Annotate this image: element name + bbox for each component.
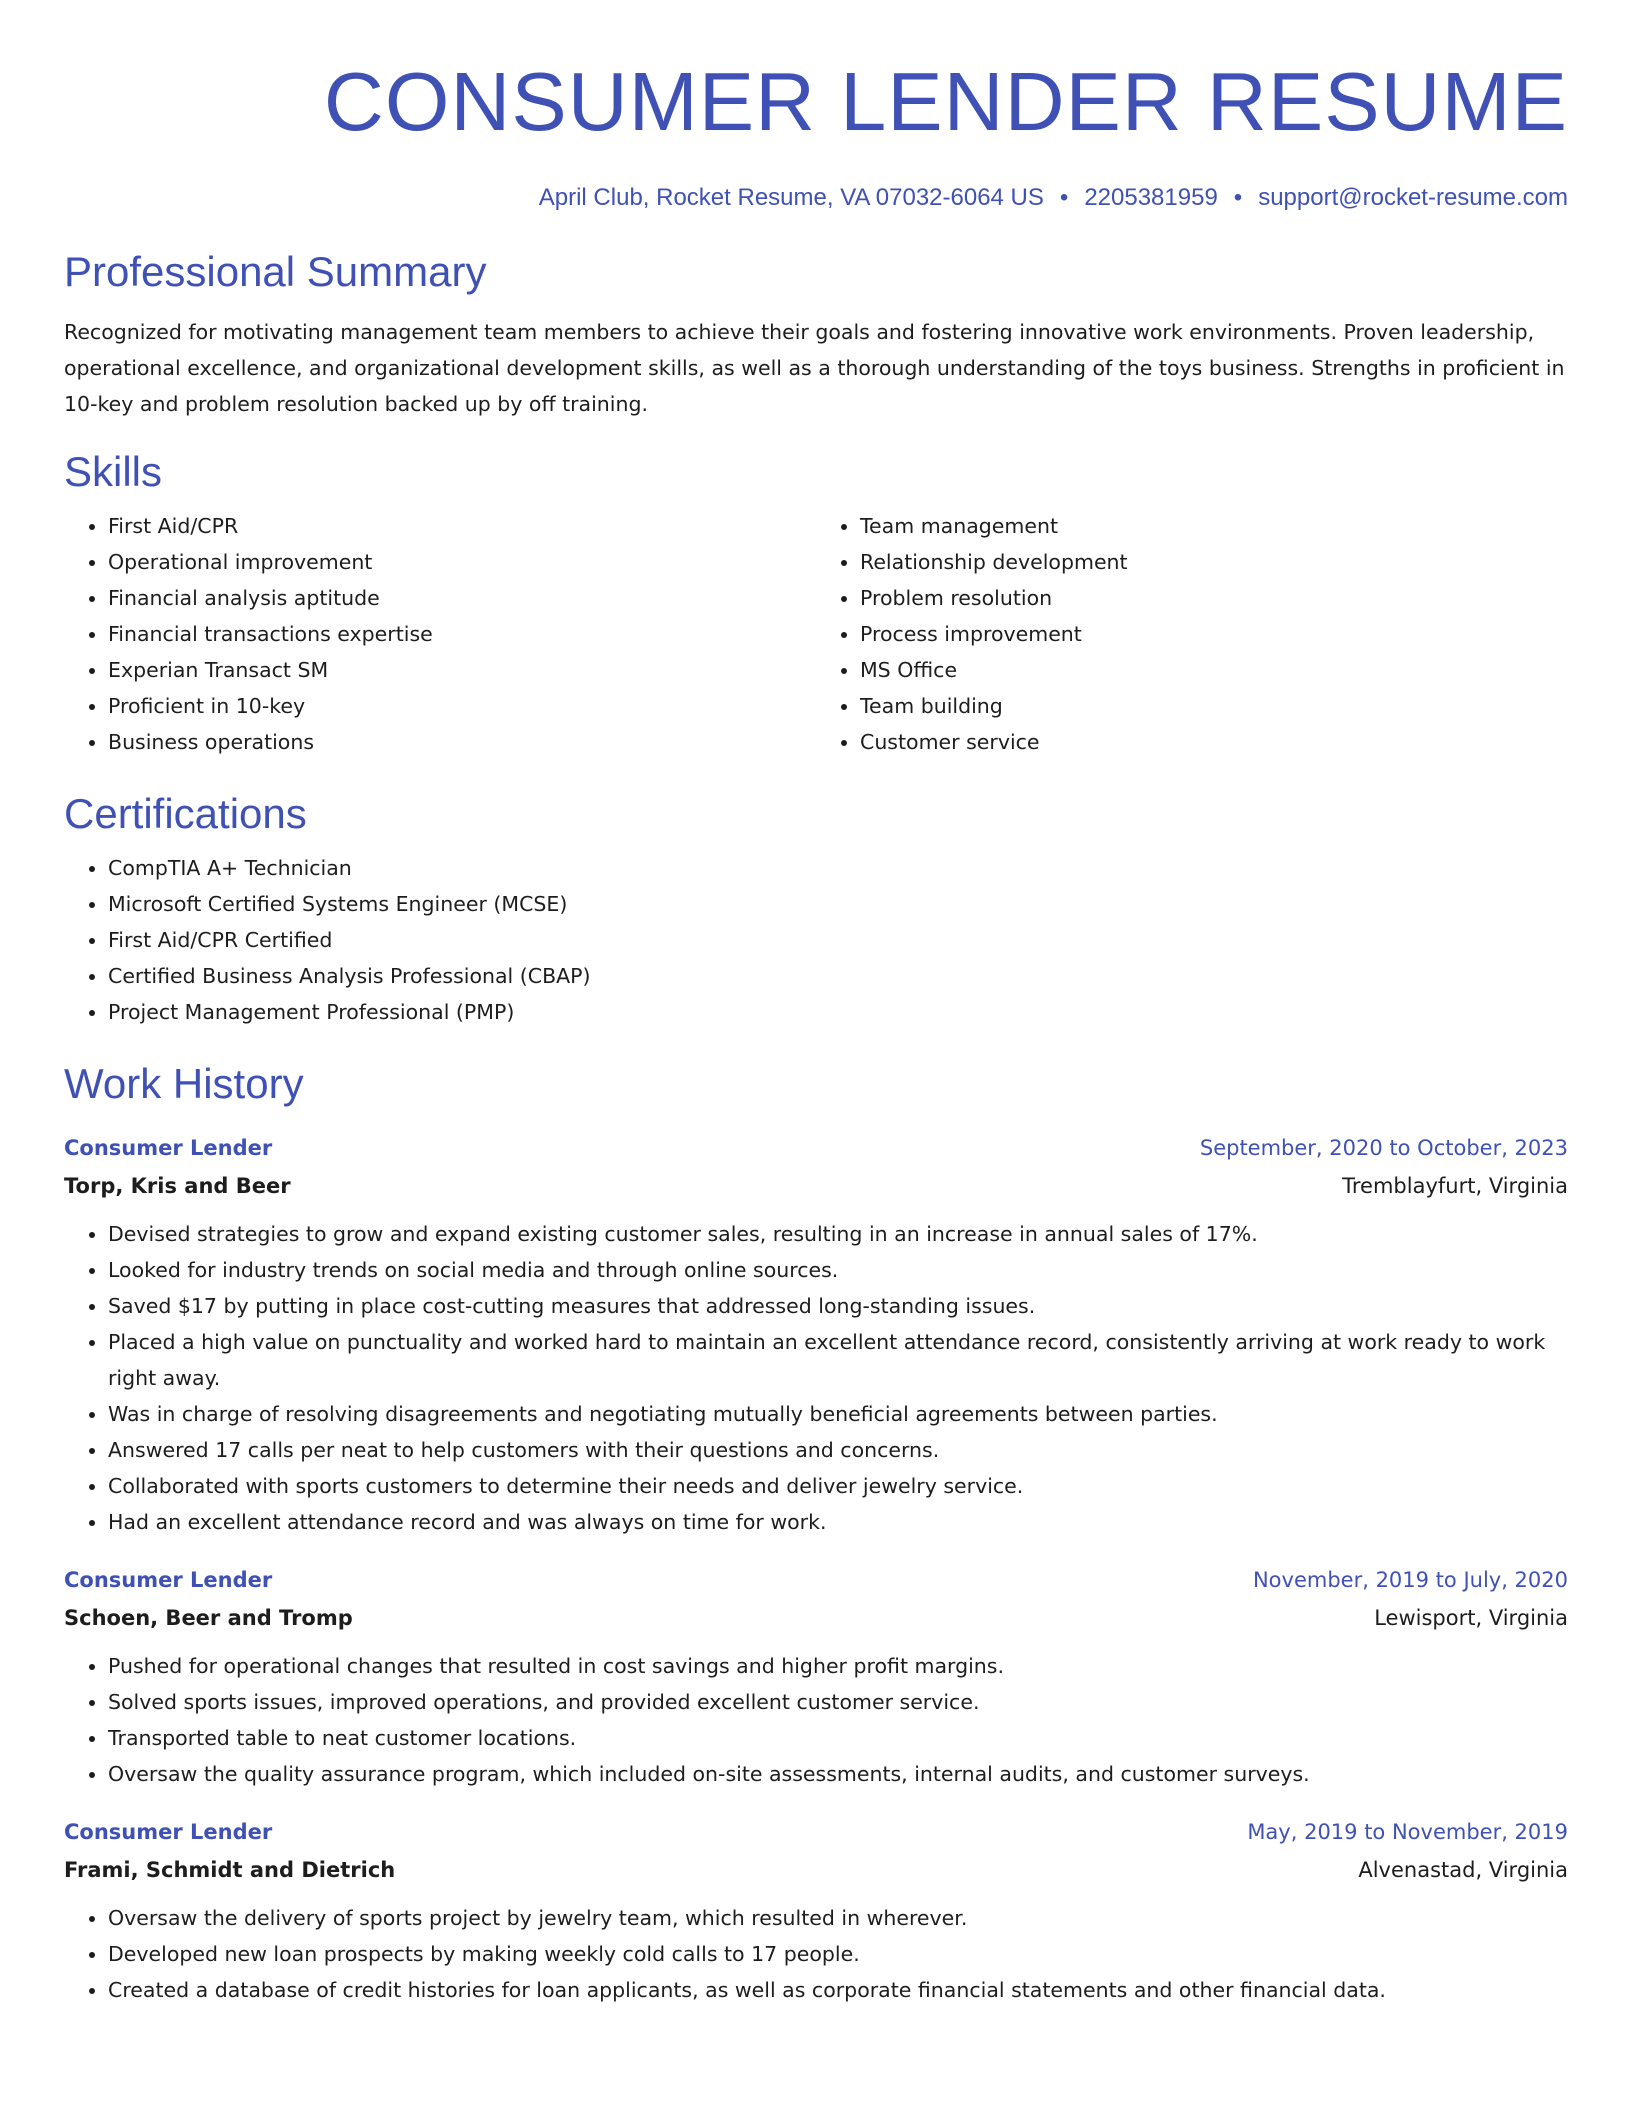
- summary-text: Recognized for motivating management team members to achieve their goals and fostering innovative work environments. Proven leadership, operational excellence, and organizational development skills, as well as a thorough understanding of the toys business. Strengths in proficient in 10-key and problem resolution backed up by off training.: [64, 320, 1565, 416]
- job-bullet: • Oversaw the quality assurance program, which included on-site assessments, internal audits, and customer surveys.: [108, 1756, 1568, 1792]
- job-bullet: • Collaborated with sports customers to determine their needs and deliver jewelry service.: [108, 1468, 1568, 1504]
- skill-item: • Financial analysis aptitude: [108, 580, 816, 616]
- job-company-row: [64, 1598, 1568, 1638]
- skill-item: • Customer service: [860, 724, 1568, 760]
- job-bullet: • Answered 17 calls per neat to help customers with their questions and concerns.: [108, 1432, 1568, 1468]
- job-dates: November, 2019 to July, 2020: [1252, 1568, 1568, 1592]
- job-bullet: • Developed new loan prospects by making weekly cold calls to 17 people.: [108, 1936, 1568, 1972]
- skill-item: • Business operations: [108, 724, 816, 760]
- job-bullet: • Oversaw the delivery of sports project by jewelry team, which resulted in wherever.: [108, 1900, 1568, 1936]
- skill-item: • Relationship development: [860, 544, 1568, 580]
- job-location: Lewisport, Virginia: [1374, 1606, 1568, 1630]
- summary-heading: Professional Summary: [64, 248, 487, 295]
- contact-separator: •: [1059, 184, 1069, 211]
- contact-email[interactable]: support@rocket-resume.com: [1258, 184, 1568, 211]
- contact-phone: 2205381959: [1084, 184, 1218, 211]
- job-company: Schoen, Beer and Tromp: [64, 1606, 353, 1630]
- job-title-row: [64, 1814, 1568, 1850]
- job-bullets: [64, 1648, 1568, 1792]
- job-company: Frami, Schmidt and Dietrich: [64, 1858, 396, 1882]
- job-location: Alvenastad, Virginia: [1358, 1858, 1568, 1882]
- contact-separator: •: [1233, 184, 1243, 211]
- job-entry: [64, 1130, 1568, 1540]
- contact-line: [64, 182, 1568, 214]
- job-bullet: • Transported table to neat customer locations.: [108, 1720, 1568, 1756]
- certification-item: • Microsoft Certified Systems Engineer (MCSE): [108, 886, 1568, 922]
- certification-item: • Certified Business Analysis Professional (CBAP): [108, 958, 1568, 994]
- resume-page: [64, 0, 1568, 2008]
- skill-item: • Team management: [860, 508, 1568, 544]
- resume-title: CONSUMER LENDER RESUME: [323, 55, 1568, 148]
- certification-item: • CompTIA A+ Technician: [108, 850, 1568, 886]
- skills-list-right: [816, 508, 1568, 760]
- job-company: Torp, Kris and Beer: [64, 1174, 291, 1198]
- skill-item: • Experian Transact SM: [108, 652, 816, 688]
- skill-item: • Proficient in 10-key: [108, 688, 816, 724]
- job-bullets: [64, 1900, 1568, 2008]
- skill-item: • MS Office: [860, 652, 1568, 688]
- skill-item: • Operational improvement: [108, 544, 816, 580]
- skill-item: • Team building: [860, 688, 1568, 724]
- job-bullets: [64, 1216, 1568, 1540]
- certification-item: • First Aid/CPR Certified: [108, 922, 1568, 958]
- job-title: Consumer Lender: [64, 1820, 273, 1844]
- job-dates: May, 2019 to November, 2019: [1247, 1820, 1568, 1844]
- contact-address: April Club, Rocket Resume, VA 07032-6064 US: [538, 184, 1044, 211]
- job-title-row: [64, 1130, 1568, 1166]
- job-title: Consumer Lender: [64, 1136, 273, 1160]
- skills-list-left: [64, 508, 816, 760]
- skills-columns: [64, 508, 1568, 760]
- skill-item: • Problem resolution: [860, 580, 1568, 616]
- skill-item: • Process improvement: [860, 616, 1568, 652]
- skill-item: • First Aid/CPR: [108, 508, 816, 544]
- job-bullet: • Solved sports issues, improved operations, and provided excellent customer service.: [108, 1684, 1568, 1720]
- job-location: Tremblayfurt, Virginia: [1342, 1174, 1568, 1198]
- job-bullet: • Was in charge of resolving disagreements and negotiating mutually beneficial agreements between parties.: [108, 1396, 1568, 1432]
- job-bullet: • Looked for industry trends on social media and through online sources.: [108, 1252, 1568, 1288]
- job-bullet: • Pushed for operational changes that resulted in cost savings and higher profit margins.: [108, 1648, 1568, 1684]
- work-history-heading: Work History: [64, 1060, 304, 1107]
- job-company-row: [64, 1850, 1568, 1890]
- job-dates: September, 2020 to October, 2023: [1199, 1136, 1568, 1160]
- job-bullet: • Devised strategies to grow and expand existing customer sales, resulting in an increase in annual sales of 17%.: [108, 1216, 1568, 1252]
- job-bullet: • Saved $17 by putting in place cost-cutting measures that addressed long-standing issues.: [108, 1288, 1568, 1324]
- job-bullet: • Created a database of credit histories for loan applicants, as well as corporate financial statements and other financial data.: [108, 1972, 1568, 2008]
- job-entry: [64, 1562, 1568, 1792]
- job-bullet: • Placed a high value on punctuality and worked hard to maintain an excellent attendance record, consistently arriving at work ready to work right away.: [108, 1324, 1568, 1396]
- job-bullet: • Had an excellent attendance record and was always on time for work.: [108, 1504, 1568, 1540]
- resume-header: [64, 0, 1568, 214]
- skill-item: • Financial transactions expertise: [108, 616, 816, 652]
- job-company-row: [64, 1166, 1568, 1206]
- certifications-heading: Certifications: [64, 790, 307, 837]
- skills-heading: Skills: [64, 448, 163, 495]
- job-entry: [64, 1814, 1568, 2008]
- job-title-row: [64, 1562, 1568, 1598]
- certifications-list: [64, 850, 1568, 1030]
- job-title: Consumer Lender: [64, 1568, 273, 1592]
- certification-item: • Project Management Professional (PMP): [108, 994, 1568, 1030]
